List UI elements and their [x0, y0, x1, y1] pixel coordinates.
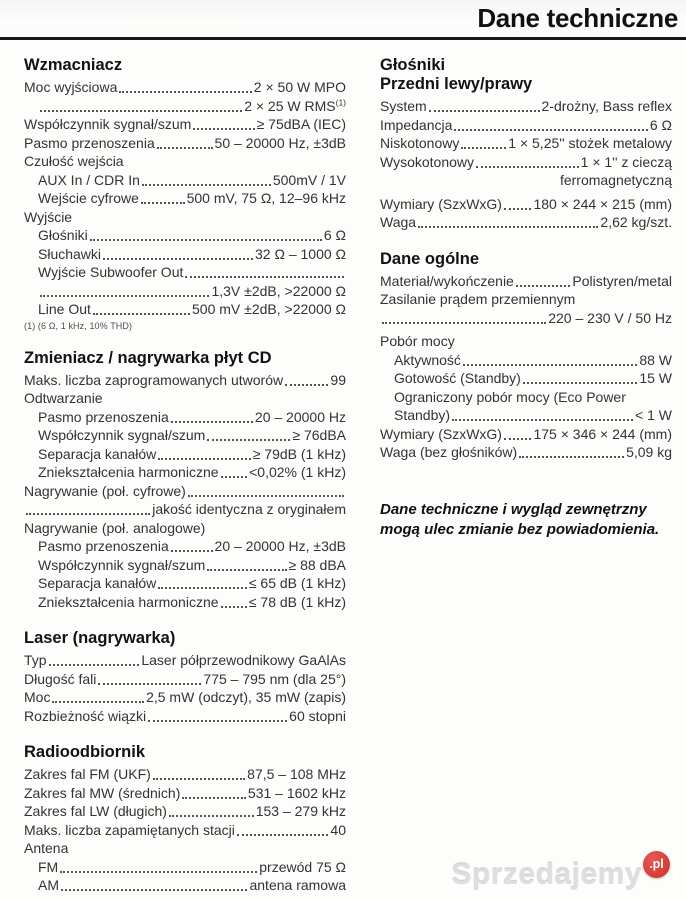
dot-leader: [221, 476, 248, 478]
spec-label: Głośniki: [38, 227, 88, 243]
spec-row: [24, 463, 346, 482]
spec-value: ≥ 79dB (1 kHz): [252, 445, 346, 462]
spec-value: <0,02% (1 kHz): [249, 464, 346, 480]
spec-row: [24, 389, 346, 408]
watermark: [451, 858, 670, 892]
spec-value: 1 × 5,25'' stożek metalowy: [508, 135, 672, 151]
spec-value: 50 – 20000 Hz, ±3dB: [214, 134, 346, 151]
dot-leader: [504, 438, 532, 440]
spec-row: [24, 500, 346, 519]
spec-section: [24, 56, 346, 331]
spec-value: 153 – 279 kHz: [255, 803, 346, 819]
spec-value: 500mV / 1V: [272, 171, 346, 188]
spec-value: 180 × 244 × 215 (mm): [533, 195, 672, 212]
spec-section: [24, 743, 346, 895]
dot-leader: [463, 364, 637, 366]
spec-row: [24, 426, 346, 445]
watermark-text: Sprzedajemy: [451, 858, 642, 891]
spec-row: [24, 115, 346, 134]
spec-label: Typ: [24, 652, 47, 668]
dot-leader: [516, 285, 571, 287]
dot-leader: [60, 871, 257, 873]
spec-row: [24, 97, 346, 116]
spec-label: Line Out: [38, 301, 91, 317]
spec-value: 220 – 230 V / 50 Hz: [548, 309, 672, 326]
spec-value: jakość identyczna z oryginałem: [152, 501, 346, 517]
dot-leader: [523, 382, 637, 384]
dot-leader: [207, 439, 290, 441]
dot-leader: [90, 239, 322, 241]
spec-value: < 1 W: [635, 407, 672, 423]
spec-section: [24, 349, 346, 612]
dot-leader: [188, 495, 344, 497]
spec-row: [380, 351, 672, 370]
spec-value: Polistyren/metal: [572, 272, 672, 289]
spec-row: [380, 369, 672, 388]
spec-row: [24, 482, 346, 501]
dot-leader: [26, 513, 150, 515]
section-subheading: Przedni lewy/prawy: [380, 75, 533, 93]
spec-label: AM: [38, 877, 59, 893]
dot-leader: [182, 797, 246, 799]
spec-row: [24, 300, 346, 319]
spec-label: Moc wyjściowa: [24, 79, 118, 95]
dot-leader: [382, 322, 546, 324]
dot-leader: [157, 147, 213, 149]
spec-label: Współczynnik sygnał/szum: [38, 427, 206, 443]
spec-label: Niskotonowy: [380, 135, 460, 151]
spec-row: [24, 445, 346, 464]
spec-row: [24, 245, 346, 264]
spec-row: [380, 97, 672, 116]
spec-label: Słuchawki: [38, 245, 102, 262]
spec-label: FM: [38, 858, 59, 875]
spec-row: [380, 425, 672, 444]
spec-value: 2 × 25 W RMS$^{(1)}$: [244, 96, 346, 114]
spec-label: Współczynnik sygnał/szum: [38, 556, 206, 573]
spec-value: 2,5 mW (odczyt), 35 mW (zapis): [146, 689, 346, 705]
spec-label: Czułość wejścia: [24, 153, 124, 169]
spec-section: [24, 629, 346, 725]
spec-label: Współczynnik sygnał/szum: [24, 116, 192, 132]
spec-value: 20 – 20000 Hz, ±3dB: [214, 538, 346, 554]
spec-row: [24, 574, 346, 593]
spec-value: Laser półprzewodnikowy GaAlAs: [141, 652, 346, 668]
value-superscript: (1): [335, 96, 346, 107]
spec-row: [24, 519, 346, 538]
spec-label: Zasilanie prądem przemiennym: [380, 291, 576, 307]
spec-section: [380, 250, 672, 462]
spec-row: [24, 876, 346, 895]
spec-value: ≥ 75dBA (IEC): [256, 116, 346, 132]
section-heading: Laser (nagrywarka): [24, 629, 176, 647]
spec-value: ≥ 88 dBA: [288, 556, 346, 573]
dot-leader: [454, 129, 647, 131]
spec-label: Odtwarzanie: [24, 390, 103, 406]
dot-leader: [237, 834, 329, 836]
spec-row: [24, 282, 346, 301]
dot-leader: [193, 128, 254, 130]
spec-value: 500 mV, 75 Ω, 12–96 kHz: [186, 190, 346, 206]
dot-leader: [103, 258, 253, 260]
spec-row: [24, 802, 346, 821]
spec-row: [380, 153, 672, 172]
spec-label: Waga (bez głośników): [380, 444, 518, 460]
dot-leader: [141, 202, 185, 204]
spec-label: Gotowość (Standby): [394, 370, 521, 386]
spec-label: Wymiary (SzxWxG): [380, 195, 502, 212]
spec-row: [380, 171, 672, 190]
dot-leader: [158, 458, 250, 460]
dot-leader: [40, 295, 209, 297]
spec-row: [24, 263, 346, 282]
section-footnote: (1) (6 Ω, 1 kHz, 10% THD): [24, 320, 133, 331]
dot-leader: [476, 166, 579, 168]
section-heading: Wzmacniacz: [24, 56, 123, 74]
spec-label: Materiał/wykończenie: [380, 272, 514, 289]
spec-label: Nagrywanie (poł. analogowe): [24, 519, 206, 536]
dot-leader: [40, 110, 242, 112]
spec-value: 2-drożny, Bass reflex: [541, 98, 672, 114]
dot-leader: [52, 701, 144, 703]
spec-label: Zakres fal MW (średnich): [24, 784, 181, 801]
spec-row: [380, 388, 672, 407]
spec-row: [24, 189, 346, 208]
spec-label: Wejście cyfrowe: [38, 190, 139, 206]
spec-row: [24, 171, 346, 190]
spec-value: 175 × 346 × 244 (mm): [533, 425, 672, 442]
dot-leader: [221, 606, 247, 608]
spec-row: [24, 226, 346, 245]
spec-row: [24, 765, 346, 784]
spec-section: [380, 56, 672, 232]
spec-row: [24, 858, 346, 877]
spec-label: Zakres fal LW (długich): [24, 803, 167, 819]
spec-value: 2 × 50 W MPO: [253, 79, 346, 95]
spec-value: przewód 75 Ω: [259, 858, 346, 875]
spec-label: System: [380, 98, 427, 114]
dot-leader: [142, 184, 271, 186]
spec-label: Maks. liczba zaprogramowanych utworów: [24, 371, 284, 388]
spec-value: 32 Ω – 1000 Ω: [255, 245, 346, 262]
section-heading: Dane ogólne: [380, 249, 480, 268]
spec-row: [24, 208, 346, 227]
spec-value: 88 W: [639, 351, 672, 368]
spec-value: 15 W: [639, 370, 672, 386]
spec-value: 775 – 795 nm (dla 25°): [203, 670, 346, 687]
spec-label: Zakres fal FM (UKF): [24, 766, 151, 782]
dot-leader: [418, 226, 598, 228]
dot-leader: [93, 313, 190, 315]
dot-leader: [148, 720, 287, 722]
spec-label: Pasmo przenoszenia: [38, 538, 169, 554]
page-header: [0, 0, 686, 33]
right-column: [380, 56, 672, 900]
dot-leader: [49, 664, 140, 666]
spec-label: Impedancja: [380, 116, 453, 133]
spec-row: [24, 78, 346, 97]
spec-row: [24, 134, 346, 153]
dot-leader: [504, 208, 532, 210]
dot-leader: [185, 276, 344, 278]
spec-label: Rozbieżność wiązki: [24, 707, 147, 724]
spec-value: 20 – 20000 Hz: [254, 408, 346, 425]
spec-row: [24, 688, 346, 707]
spec-row: [24, 651, 346, 670]
spec-row: [24, 556, 346, 575]
dot-leader: [169, 815, 254, 817]
dot-leader: [171, 421, 253, 423]
spec-label: Separacja kanałów: [38, 575, 157, 591]
spec-value: ≥ 76dBA: [292, 427, 346, 443]
spec-row: [380, 332, 672, 351]
spec-value: 6 Ω: [323, 227, 346, 243]
spec-label: Wyjście: [24, 208, 73, 225]
spec-label: Wysokotonowy: [380, 153, 475, 170]
spec-label: Długość fali: [24, 670, 97, 687]
spec-value: 2,62 kg/szt.: [600, 214, 672, 230]
spec-value: 500 mV ±2dB, >22000 Ω: [192, 301, 346, 317]
spec-row: [380, 443, 672, 462]
spec-row: [24, 593, 346, 612]
spec-row: [24, 707, 346, 726]
dot-leader: [158, 587, 247, 589]
disclaimer-note: Dane techniczne i wygląd zewnętrzny mogą ulec zmianie bez powiadomienia.: [380, 500, 660, 538]
spec-label: Wymiary (SzxWxG): [380, 425, 502, 442]
spec-row: [24, 839, 346, 858]
spec-value: 5,09 kg: [626, 444, 672, 460]
content: [0, 40, 686, 900]
spec-value: ferromagnetyczną: [559, 172, 672, 188]
spec-label: Standby): [394, 407, 451, 423]
spec-label: Aktywność: [394, 351, 461, 368]
dot-leader: [61, 889, 247, 891]
spec-row: [380, 272, 672, 291]
spec-label: Pasmo przenoszenia: [24, 134, 155, 151]
spec-row: [380, 195, 672, 214]
spec-label: Maks. liczba zapamiętanych stacji: [24, 821, 235, 838]
spec-label: Antena: [24, 840, 69, 856]
spec-value: ≤ 65 dB (1 kHz): [248, 575, 346, 591]
spec-row: [380, 309, 672, 328]
spec-row: [380, 290, 672, 309]
spec-label: Separacja kanałów: [38, 445, 157, 462]
section-heading: Radioodbiornik: [24, 743, 145, 761]
watermark-pl-badge: .pl: [643, 851, 670, 878]
spec-label: Nagrywanie (poł. cyfrowe): [24, 482, 186, 499]
page-title: Dane techniczne: [477, 3, 678, 33]
spec-section: [380, 500, 672, 540]
spec-value: 40: [330, 821, 346, 838]
spec-label: Pobór mocy: [380, 333, 455, 349]
spec-row: [24, 537, 346, 556]
dot-leader: [119, 91, 251, 93]
spec-label: Wyjście Subwoofer Out: [38, 264, 184, 280]
spec-value: 87,5 – 108 MHz: [247, 766, 346, 782]
spec-row: [24, 670, 346, 689]
spec-row: [24, 408, 346, 427]
spec-row: [24, 821, 346, 840]
spec-label: Zniekształcenia harmoniczne: [38, 593, 219, 610]
spec-label: Zniekształcenia harmoniczne: [38, 464, 219, 480]
spec-value: 6 Ω: [649, 116, 672, 133]
spec-label: Moc: [24, 689, 51, 705]
spec-value: ≤ 78 dB (1 kHz): [248, 593, 346, 610]
spec-row: [380, 406, 672, 425]
dot-leader: [452, 419, 633, 421]
spec-label: Waga: [380, 214, 417, 230]
left-column: [24, 56, 346, 900]
spec-row: [24, 371, 346, 390]
dot-leader: [429, 110, 540, 112]
dot-leader: [153, 778, 245, 780]
dot-leader: [98, 683, 201, 685]
section-heading: Zmieniacz / nagrywarka płyt CD: [24, 348, 272, 367]
section-heading: Głośniki: [380, 56, 446, 74]
spec-row: [380, 134, 672, 153]
dot-leader: [171, 550, 213, 552]
spec-row: [380, 116, 672, 135]
dot-leader: [285, 384, 328, 386]
spec-value: 1 × 1'' z cieczą: [580, 153, 672, 170]
spec-value: 99: [330, 371, 346, 388]
spec-value: 60 stopni: [289, 707, 346, 724]
dot-leader: [207, 569, 286, 571]
spec-value: 1,3V ±2dB, >22000 Ω: [211, 282, 346, 299]
dot-leader: [461, 147, 506, 149]
spec-value: antena ramowa: [249, 877, 346, 893]
spec-row: [24, 152, 346, 171]
spec-label: Ograniczony pobór mocy (Eco Power: [394, 388, 626, 405]
spec-row: [380, 213, 672, 232]
spec-label: Pasmo przenoszenia: [38, 408, 169, 425]
spec-row: [24, 784, 346, 803]
spec-label: AUX In / CDR In: [38, 171, 140, 188]
dot-leader: [519, 456, 624, 458]
spec-value: 531 – 1602 kHz: [247, 784, 346, 801]
